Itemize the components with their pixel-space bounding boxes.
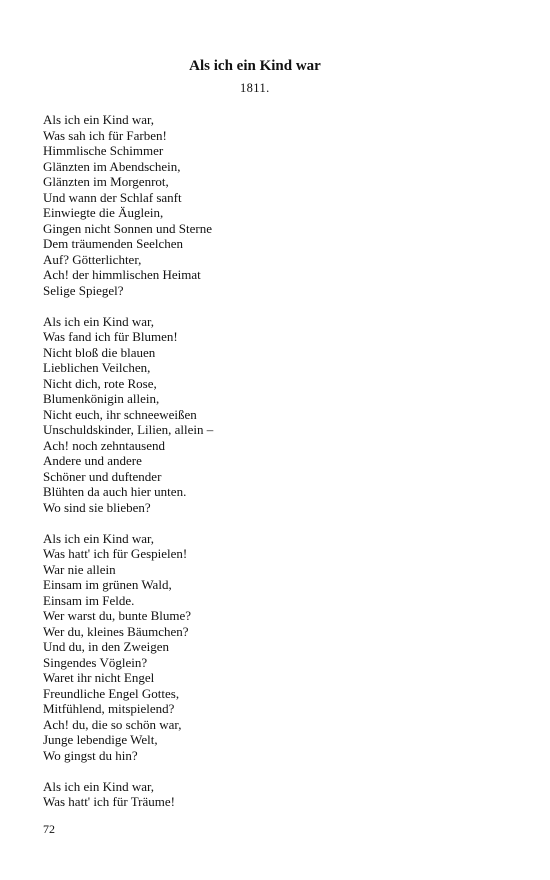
stanza [43,779,503,810]
poem-line: Blumenkönigin allein, [43,391,160,406]
poem-line: Glänzten im Abendschein, [43,158,181,174]
poem-line: Mitfühlend, mitspielend? [43,701,175,716]
poem-line: Was fand ich für Blumen! [43,329,178,344]
poem-line: Ach! du, die so schön war, [43,716,182,732]
poem-body [43,112,503,825]
poem-line: Was hatt' ich für Träume! [43,794,175,809]
poem-line: Wer warst du, bunte Blume? [43,608,192,623]
poem-line: Und wann der Schlaf sanft [43,189,182,205]
poem-line: Freundliche Engel Gottes, [43,685,180,701]
poem-line: Einwiegte die Äuglein, [43,205,164,220]
stanza [43,531,503,764]
poem-line: Und du, in den Zweigen [43,639,170,654]
poem-line: War nie allein [43,561,116,577]
poem-line: Himmlische Schimmer [43,143,164,158]
poem-line: Als ich ein Kind war, [43,778,155,794]
poem-title-text: Als ich ein Kind war [189,58,321,74]
poem-line: Ach! der himmlischen Heimat [43,267,201,282]
poem-title [0,57,550,75]
poem-line: Was hatt' ich für Gespielen! [43,546,188,561]
poem-line: Waret ihr nicht Engel [43,670,155,685]
poem-line: Andere und andere [43,453,142,468]
stanza [43,112,503,298]
poem-line: Glänzten im Morgenrot, [43,174,169,189]
poem-year: 1811. [240,81,270,95]
poem-line: Einsam im grünen Wald, [43,577,172,592]
page-number: 72 [43,822,55,836]
poem-line: Wo gingst du hin? [43,747,138,763]
poem-line: Dem träumenden Seelchen [43,236,184,251]
poem-line: Lieblichen Veilchen, [43,360,151,375]
poem-line: Als ich ein Kind war, [43,313,155,329]
poem-line: Als ich ein Kind war, [43,112,155,127]
poem-line: Singendes Vöglein? [43,654,148,670]
poem-line: Blühten da auch hier unten. [43,484,187,499]
poem-line: Nicht euch, ihr schneeweißen [43,406,197,422]
poem-line: Ach! noch zehntausend [43,437,166,453]
stanza [43,314,503,516]
poem-line: Junge lebendige Welt, [43,732,158,747]
poem-line: Als ich ein Kind war, [43,530,155,546]
poem-line: Gingen nicht Sonnen und Sterne [43,220,212,236]
poem-line: Wo sind sie blieben? [43,499,151,515]
poem-line: Schöner und duftender [43,468,162,484]
poem-line: Selige Spiegel? [43,282,124,298]
poem-line: Auf? Götterlichter, [43,251,142,267]
poem-line: Unschuldskinder, Lilien, allein – [43,422,214,437]
poem-line: Wer du, kleines Bäumchen? [43,623,189,639]
poem-line: Was sah ich für Farben! [43,127,167,143]
poem-line: Nicht dich, rote Rose, [43,375,157,391]
poem-line: Einsam im Felde. [43,592,135,608]
poem-line: Nicht bloß die blauen [43,344,156,360]
